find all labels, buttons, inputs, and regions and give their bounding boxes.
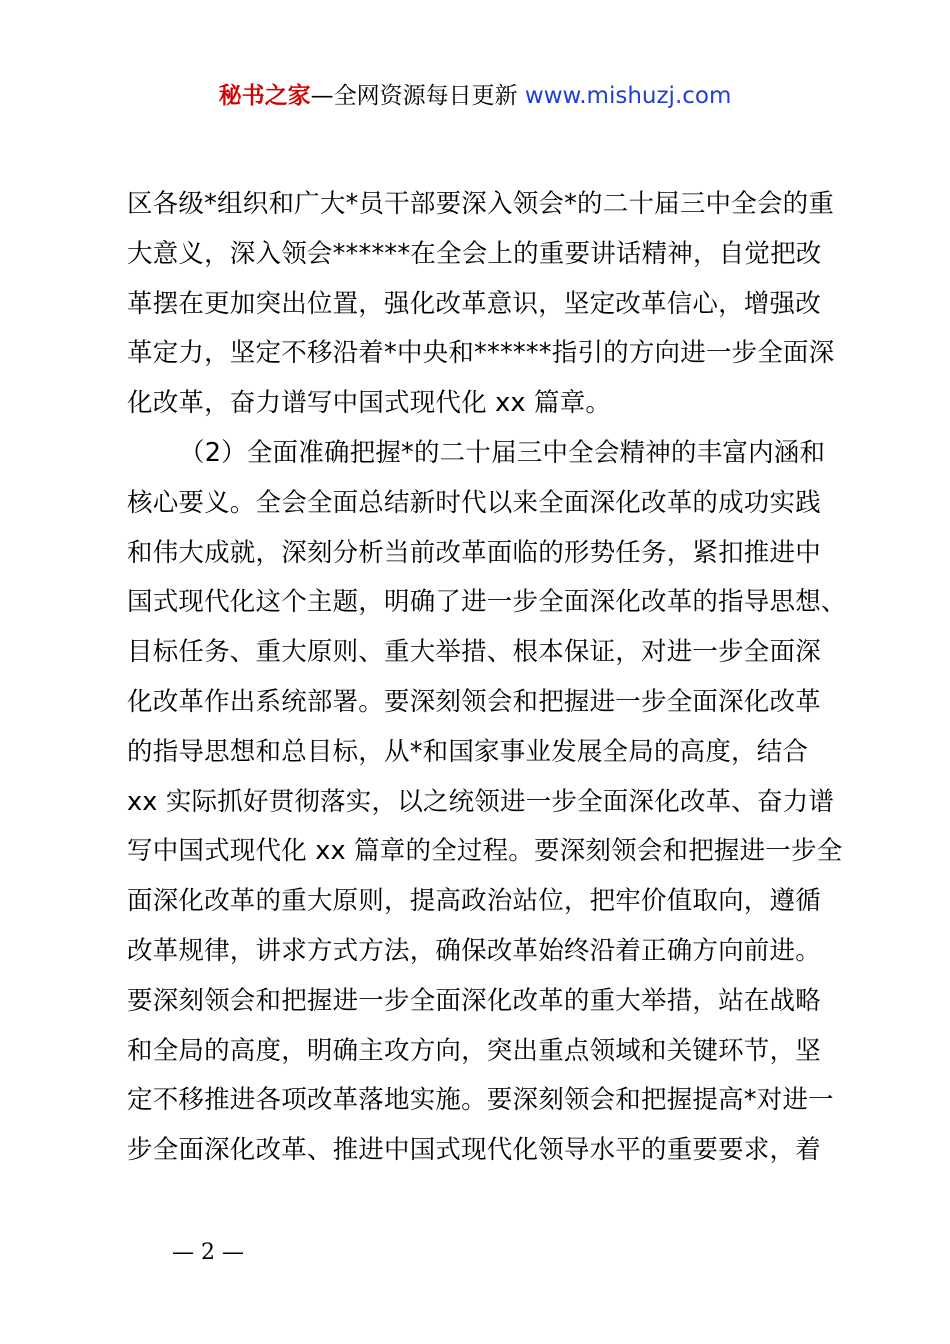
body-line: 革摆在更加突出位置，强化改革意识，坚定改革信心，增强改 [127, 288, 821, 319]
body-line: 要深刻领会和把握进一步全面深化改革的重大举措，站在战略 [127, 985, 821, 1016]
site-header [0, 80, 950, 112]
body-line: 和全局的高度，明确主攻方向，突出重点领域和关键环节，坚 [127, 1035, 821, 1066]
body-line: 区各级*组织和广大*员干部要深入领会*的二十届三中全会的重 [127, 189, 835, 219]
body-line: xx 实际抓好贯彻落实，以之统领进一步全面深化改革、奋力谱 [127, 786, 835, 817]
body-line: 化改革，奋力谱写中国式现代化 xx 篇章。 [127, 388, 612, 419]
document-body [127, 180, 847, 1176]
header-tagline: —全网资源每日更新 [310, 83, 525, 109]
body-line: 的指导思想和总目标，从*和国家事业发展全局的高度，结合 [127, 736, 809, 767]
body-line: 步全面深化改革、推进中国式现代化领导水平的重要要求，着 [127, 1135, 821, 1166]
page-number: — 2 — [172, 1240, 244, 1265]
body-line: 定不移推进各项改革落地实施。要深刻领会和把握提高*对进一 [127, 1085, 834, 1116]
body-line: 革定力，坚定不移沿着*中央和******指引的方向进一步全面深 [127, 338, 835, 369]
body-line: 面深化改革的重大原则，提高政治站位，把牢价值取向，遵循 [127, 886, 821, 917]
body-line: 目标任务、重大原则、重大举措、根本保证，对进一步全面深 [127, 637, 821, 668]
site-url-link[interactable]: www.mishuzj.com [524, 83, 732, 109]
section-heading-line: （2）全面准确把握*的二十届三中全会精神的丰富内涵和 [179, 437, 826, 468]
body-line: 写中国式现代化 xx 篇章的全过程。要深刻领会和把握进一步全 [127, 836, 843, 867]
body-line: 国式现代化这个主题，明确了进一步全面深化改革的指导思想、 [127, 587, 847, 618]
body-line: 大意义，深入领会******在全会上的重要讲话精神，自觉把改 [127, 238, 822, 269]
body-line: 和伟大成就，深刻分析当前改革面临的形势任务，紧扣推进中 [127, 537, 821, 568]
body-line: 改革规律，讲求方式方法，确保改革始终沿着正确方向前进。 [127, 935, 821, 966]
body-line: 核心要义。全会全面总结新时代以来全面深化改革的成功实践 [127, 487, 821, 518]
body-line: 化改革作出系统部署。要深刻领会和把握进一步全面深化改革 [127, 686, 821, 717]
brand-name: 秘书之家 [218, 83, 311, 109]
